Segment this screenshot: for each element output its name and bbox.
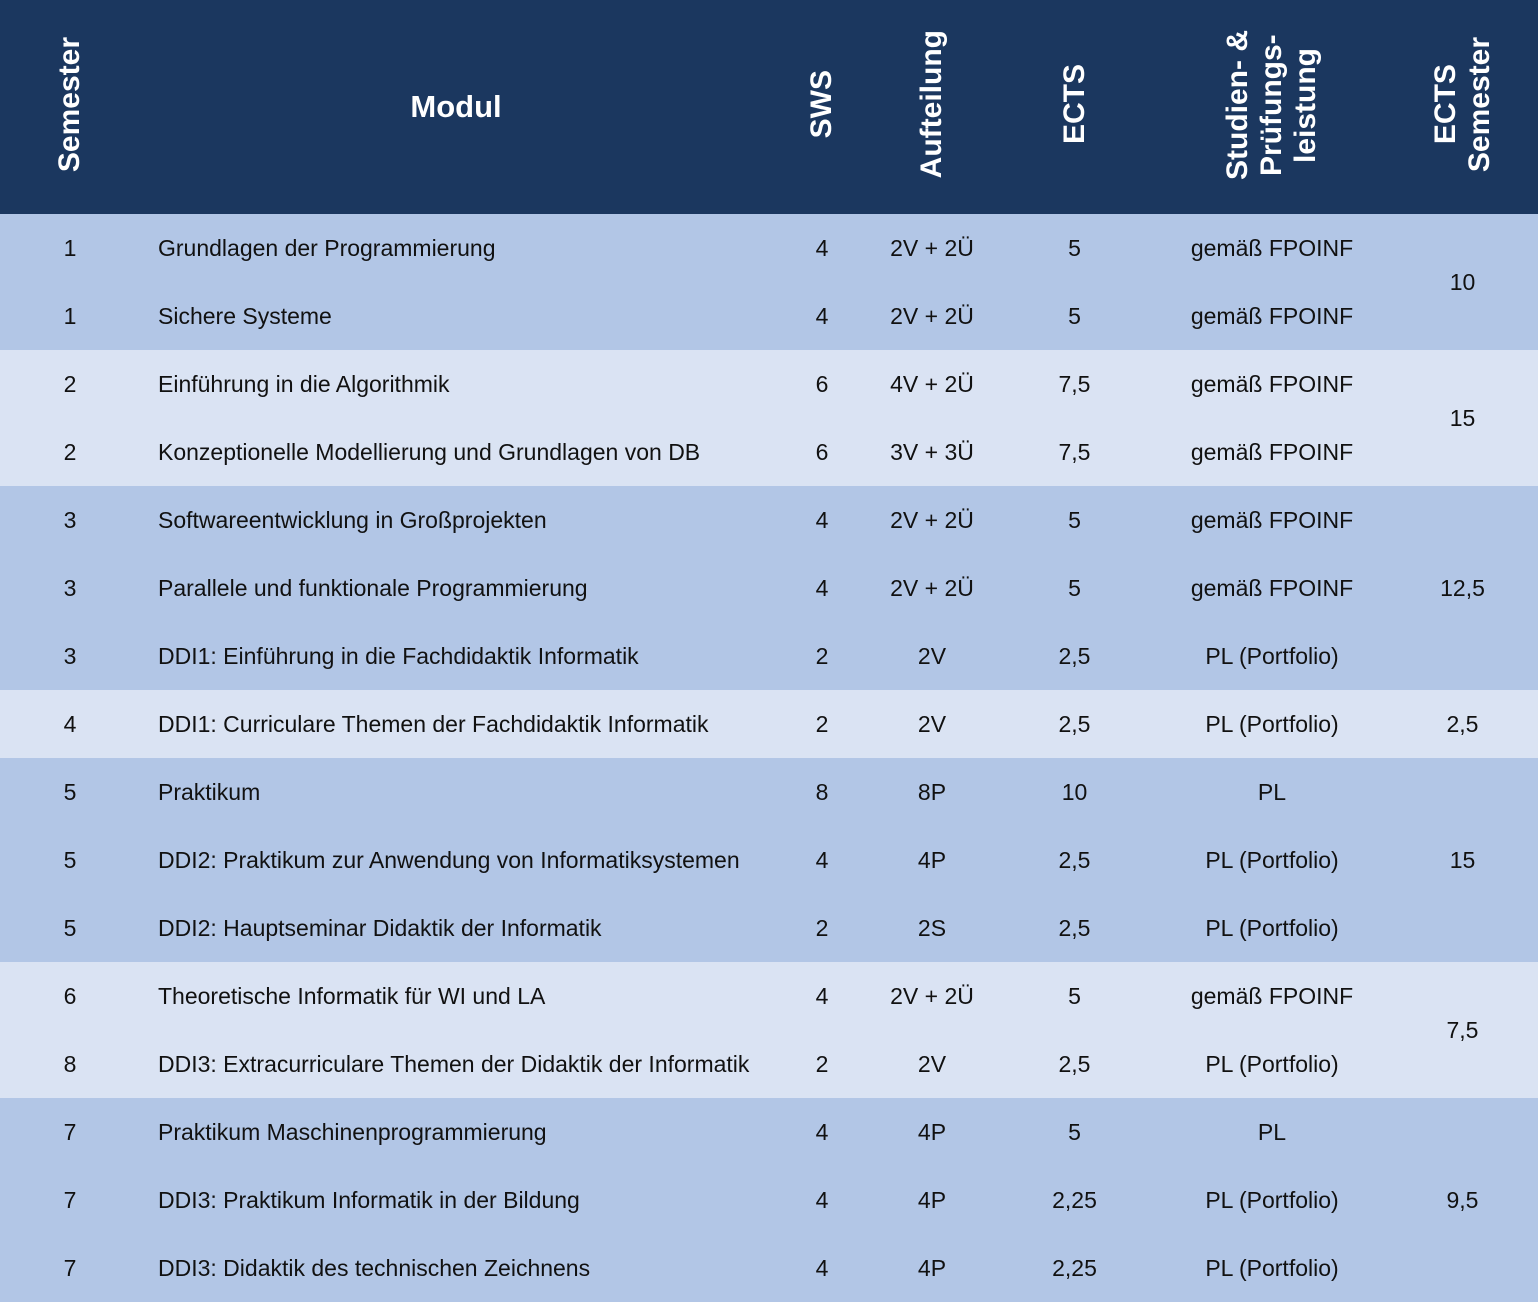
cell-ects: 2,25 [992, 1166, 1157, 1234]
cell-ects: 2,5 [992, 622, 1157, 690]
cell-aufteilung: 2V [872, 690, 992, 758]
cell-aufteilung: 4V + 2Ü [872, 350, 992, 418]
table-row [0, 758, 1538, 826]
cell-ects: 7,5 [992, 350, 1157, 418]
cell-semester: 1 [0, 282, 140, 350]
header-semester: Semester [0, 0, 140, 214]
cell-sws: 6 [772, 350, 872, 418]
cell-modul: DDI2: Praktikum zur Anwendung von Informatiksystemen [140, 826, 772, 894]
table-row [0, 282, 1538, 350]
cell-modul: DDI3: Didaktik des technischen Zeichnens [140, 1234, 772, 1302]
cell-modul: Einführung in die Algorithmik [140, 350, 772, 418]
cell-modul: DDI3: Praktikum Informatik in der Bildung [140, 1166, 772, 1234]
table-body [0, 214, 1538, 1302]
cell-aufteilung: 2V + 2Ü [872, 282, 992, 350]
header-row [0, 0, 1538, 214]
cell-aufteilung: 2V + 2Ü [872, 554, 992, 622]
cell-semester: 6 [0, 962, 140, 1030]
cell-ects-semester: 12,5 [1387, 486, 1538, 690]
cell-aufteilung: 4P [872, 826, 992, 894]
header-leistung: Studien- & Prüfungs- leistung [1157, 0, 1387, 214]
cell-aufteilung: 2V + 2Ü [872, 962, 992, 1030]
cell-ects: 5 [992, 214, 1157, 282]
cell-ects: 2,25 [992, 1234, 1157, 1302]
cell-aufteilung: 4P [872, 1234, 992, 1302]
cell-leistung: PL (Portfolio) [1157, 894, 1387, 962]
cell-ects: 10 [992, 758, 1157, 826]
table-row [0, 826, 1538, 894]
cell-modul: DDI3: Extracurriculare Themen der Didaktik der Informatik [140, 1030, 772, 1098]
cell-aufteilung: 4P [872, 1166, 992, 1234]
cell-ects: 7,5 [992, 418, 1157, 486]
cell-semester: 2 [0, 418, 140, 486]
table-row [0, 690, 1538, 758]
cell-modul: DDI1: Einführung in die Fachdidaktik Informatik [140, 622, 772, 690]
cell-ects-semester: 10 [1387, 214, 1538, 350]
header-sws: SWS [772, 0, 872, 214]
cell-modul: DDI2: Hauptseminar Didaktik der Informatik [140, 894, 772, 962]
cell-sws: 2 [772, 622, 872, 690]
cell-modul: Theoretische Informatik für WI und LA [140, 962, 772, 1030]
cell-ects: 5 [992, 1098, 1157, 1166]
cell-sws: 2 [772, 690, 872, 758]
cell-ects-semester: 2,5 [1387, 690, 1538, 758]
cell-ects-semester: 15 [1387, 350, 1538, 486]
table-row [0, 1098, 1538, 1166]
cell-leistung: PL [1157, 758, 1387, 826]
cell-leistung: PL (Portfolio) [1157, 1166, 1387, 1234]
table-row [0, 350, 1538, 418]
table-row [0, 894, 1538, 962]
table-row [0, 554, 1538, 622]
cell-sws: 8 [772, 758, 872, 826]
cell-ects-semester: 9,5 [1387, 1098, 1538, 1302]
table-row [0, 214, 1538, 282]
cell-ects: 5 [992, 962, 1157, 1030]
cell-semester: 7 [0, 1166, 140, 1234]
cell-leistung: PL [1157, 1098, 1387, 1166]
table-row [0, 622, 1538, 690]
cell-leistung: PL (Portfolio) [1157, 1234, 1387, 1302]
cell-modul: Praktikum [140, 758, 772, 826]
header-ects: ECTS [992, 0, 1157, 214]
cell-sws: 4 [772, 282, 872, 350]
cell-leistung: gemäß FPOINF [1157, 962, 1387, 1030]
header-aufteilung: Aufteilung [872, 0, 992, 214]
cell-leistung: gemäß FPOINF [1157, 486, 1387, 554]
cell-aufteilung: 2V [872, 1030, 992, 1098]
table-row [0, 486, 1538, 554]
cell-leistung: PL (Portfolio) [1157, 690, 1387, 758]
cell-leistung: gemäß FPOINF [1157, 282, 1387, 350]
cell-sws: 4 [772, 826, 872, 894]
cell-sws: 2 [772, 1030, 872, 1098]
cell-semester: 4 [0, 690, 140, 758]
cell-aufteilung: 8P [872, 758, 992, 826]
cell-ects: 2,5 [992, 1030, 1157, 1098]
table-row [0, 1234, 1538, 1302]
cell-ects-semester: 15 [1387, 758, 1538, 962]
cell-leistung: gemäß FPOINF [1157, 350, 1387, 418]
cell-leistung: PL (Portfolio) [1157, 826, 1387, 894]
cell-modul: Parallele und funktionale Programmierung [140, 554, 772, 622]
cell-semester: 3 [0, 622, 140, 690]
cell-semester: 3 [0, 486, 140, 554]
cell-semester: 5 [0, 894, 140, 962]
cell-sws: 4 [772, 1234, 872, 1302]
cell-semester: 2 [0, 350, 140, 418]
cell-sws: 4 [772, 1166, 872, 1234]
cell-leistung: gemäß FPOINF [1157, 214, 1387, 282]
table-row [0, 418, 1538, 486]
cell-sws: 4 [772, 962, 872, 1030]
cell-sws: 4 [772, 486, 872, 554]
table-row [0, 1166, 1538, 1234]
cell-aufteilung: 2V + 2Ü [872, 486, 992, 554]
cell-aufteilung: 2S [872, 894, 992, 962]
cell-ects: 5 [992, 554, 1157, 622]
cell-aufteilung: 2V + 2Ü [872, 214, 992, 282]
cell-sws: 4 [772, 214, 872, 282]
cell-leistung: gemäß FPOINF [1157, 554, 1387, 622]
cell-aufteilung: 2V [872, 622, 992, 690]
cell-semester: 7 [0, 1098, 140, 1166]
cell-modul: Konzeptionelle Modellierung und Grundlagen von DB [140, 418, 772, 486]
cell-modul: Sichere Systeme [140, 282, 772, 350]
cell-ects: 5 [992, 486, 1157, 554]
cell-semester: 3 [0, 554, 140, 622]
cell-ects: 5 [992, 282, 1157, 350]
header-modul: Modul [140, 0, 772, 214]
header-ects-semester: ECTS Semester [1387, 0, 1538, 214]
table-row [0, 962, 1538, 1030]
cell-ects: 2,5 [992, 826, 1157, 894]
cell-ects: 2,5 [992, 894, 1157, 962]
cell-leistung: gemäß FPOINF [1157, 418, 1387, 486]
cell-ects-semester: 7,5 [1387, 962, 1538, 1098]
cell-semester: 5 [0, 758, 140, 826]
cell-leistung: PL (Portfolio) [1157, 622, 1387, 690]
cell-modul: Softwareentwicklung in Großprojekten [140, 486, 772, 554]
cell-semester: 5 [0, 826, 140, 894]
cell-aufteilung: 3V + 3Ü [872, 418, 992, 486]
cell-semester: 8 [0, 1030, 140, 1098]
table-header [0, 0, 1538, 214]
cell-sws: 4 [772, 1098, 872, 1166]
cell-sws: 2 [772, 894, 872, 962]
cell-modul: DDI1: Curriculare Themen der Fachdidaktik Informatik [140, 690, 772, 758]
cell-semester: 1 [0, 214, 140, 282]
cell-modul: Grundlagen der Programmierung [140, 214, 772, 282]
table-row [0, 1030, 1538, 1098]
cell-ects: 2,5 [992, 690, 1157, 758]
cell-aufteilung: 4P [872, 1098, 992, 1166]
cell-modul: Praktikum Maschinenprogrammierung [140, 1098, 772, 1166]
cell-sws: 6 [772, 418, 872, 486]
cell-semester: 7 [0, 1234, 140, 1302]
cell-sws: 4 [772, 554, 872, 622]
cell-leistung: PL (Portfolio) [1157, 1030, 1387, 1098]
